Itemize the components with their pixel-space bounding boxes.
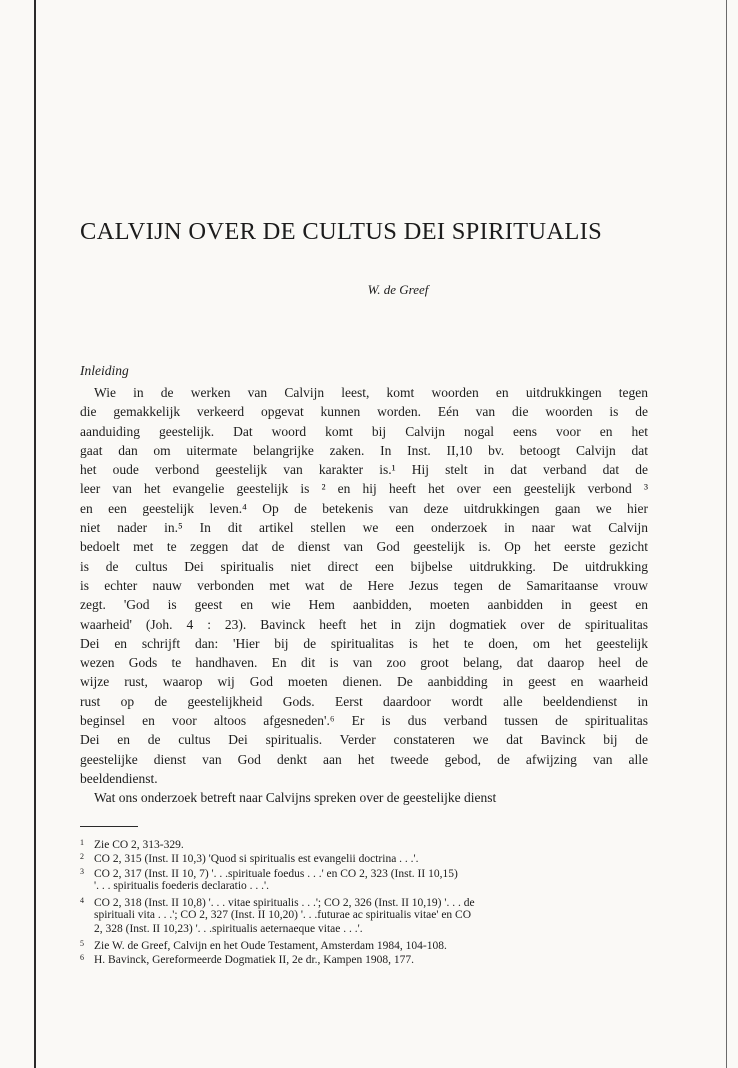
footnote [80, 894, 648, 908]
body-line: en een geestelijk leven.⁴ Op de betekenis van deze uitdrukkingen gaan we hier [80, 500, 648, 516]
body-line: geestelijke dienst van God denkt aan het tweede gebod, de afwijzing van alle [80, 751, 648, 767]
footnote-text: spirituali vita . . .'; CO 2, 327 (Inst. II 10,20) '. . .futurae ac spiritualis vitae' en CO [94, 908, 472, 921]
section-heading: Inleiding [80, 363, 129, 378]
footnote-text: CO 2, 318 (Inst. II 10,8) '. . . vitae spiritualis . . .'; CO 2, 326 (Inst. II 10,19) '. . . de [94, 896, 475, 909]
footnote [80, 879, 648, 893]
body-line: rust op de geestelijkheid Gods. Eerst daardoor wordt alle beeldendienst in [80, 693, 648, 709]
body-line: die gemakkelijk verkeerd opgevat kunnen worden. Eén van die woorden is de [80, 404, 648, 420]
footnote-number: 5 [80, 938, 84, 948]
footnote-number: 1 [80, 838, 84, 847]
body-line: bedoelt met te zeggen dat de dienst van God geestelijk is. Op het eerste gezicht [80, 539, 648, 555]
article-author: W. de Greef [367, 282, 429, 297]
body-line: niet nader in.⁵ In dit artikel stellen we een onderzoek in naar wat Calvijn [80, 520, 648, 536]
footnote [80, 937, 648, 951]
body-line: zegt. 'God is geest en wie Hem aanbidden, moeten aanbidden in geest en [80, 597, 648, 613]
footnote-text: '. . . spiritualis foederis declaratio . . .'. [94, 880, 269, 893]
footnote-text: CO 2, 315 (Inst. II 10,3) 'Quod si spiritualis est evangelii doctrina . . .'. [94, 853, 419, 866]
page-edge-left [34, 0, 36, 1068]
footnote-number: 4 [80, 895, 84, 905]
article-title: CALVIJN OVER DE CULTUS DEI SPIRITUALIS [80, 218, 603, 246]
body-line: waarheid' (Joh. 4 : 23). Bavinck heeft het in zijn dogmatiek over de spiritualitas [80, 616, 648, 632]
body-line: Wat ons onderzoek betreft naar Calvijns spreken over de geestelijke dienst [94, 790, 497, 806]
body-line: Dei en de cultus Dei spiritualis. Verder constateren we dat Bavinck bij de [80, 732, 648, 748]
body-line: is de cultus Dei spiritualis niet direct een bijbelse uitdrukking. De uitdrukking [80, 558, 648, 574]
body-line: is echter nauw verbonden met wat de Here Jezus tegen de Samaritaanse vrouw [80, 577, 648, 593]
footnote-text: CO 2, 317 (Inst. II 10, 7) '. . .spirituale foedus . . .' en CO 2, 323 (Inst. II 10,15) [94, 867, 458, 880]
footnote [80, 922, 648, 936]
footnote [80, 951, 648, 965]
body-line: Wie in de werken van Calvijn leest, komt woorden en uitdrukkingen tegen [94, 385, 648, 400]
footnote-text: H. Bavinck, Gereformeerde Dogmatiek II, 2e dr., Kampen 1908, 177. [94, 954, 414, 967]
page-edge-right [726, 0, 727, 1068]
footnote [80, 908, 648, 922]
body-line: Dei en schrijft dan: 'Hier bij de spiritualitas is het te doen, om het geestelijk [80, 635, 648, 651]
body-text [80, 383, 648, 808]
footnote [80, 850, 648, 864]
body-line: beginsel en voor altoos afgesneden'.⁶ Er is dus verband tussen de spiritualitas [80, 713, 648, 729]
body-line: gaat dan om uitermate belangrijke zaken. In Inst. II,10 bv. betoogt Calvijn dat [80, 442, 648, 458]
body-line: beeldendienst. [80, 770, 158, 786]
footnote-text: Zie CO 2, 313-329. [94, 839, 184, 851]
footnote-number: 6 [80, 953, 84, 963]
footnote [80, 865, 648, 879]
footnote-number: 3 [80, 866, 84, 876]
body-line: aanduiding geestelijk. Dat woord komt bij Calvijn nogal eens voor en het [80, 423, 648, 439]
footnote [80, 836, 648, 850]
footnotes [80, 836, 648, 966]
footnote-text: 2, 328 (Inst. II 10,23) '. . .spiritualis aeternaeque vitae . . .'. [94, 923, 363, 936]
footnote-text: Zie W. de Greef, Calvijn en het Oude Testament, Amsterdam 1984, 104-108. [94, 939, 447, 952]
footnote-divider [80, 826, 138, 827]
footnote-number: 2 [80, 852, 84, 862]
body-line: leer van het evangelie geestelijk is ² en hij heeft het over een geestelijk verbond ³ [80, 481, 648, 497]
body-line: wezen Gods te handhaven. En dit is van zoo groot belang, dat daarop heel de [80, 655, 648, 671]
body-line: wijze rust, waarop wij God moeten dienen. De aanbidding in geest en waarheid [80, 674, 648, 690]
body-line: het oude verbond geestelijk van karakter is.¹ Hij stelt in dat verband dat de [80, 462, 648, 478]
